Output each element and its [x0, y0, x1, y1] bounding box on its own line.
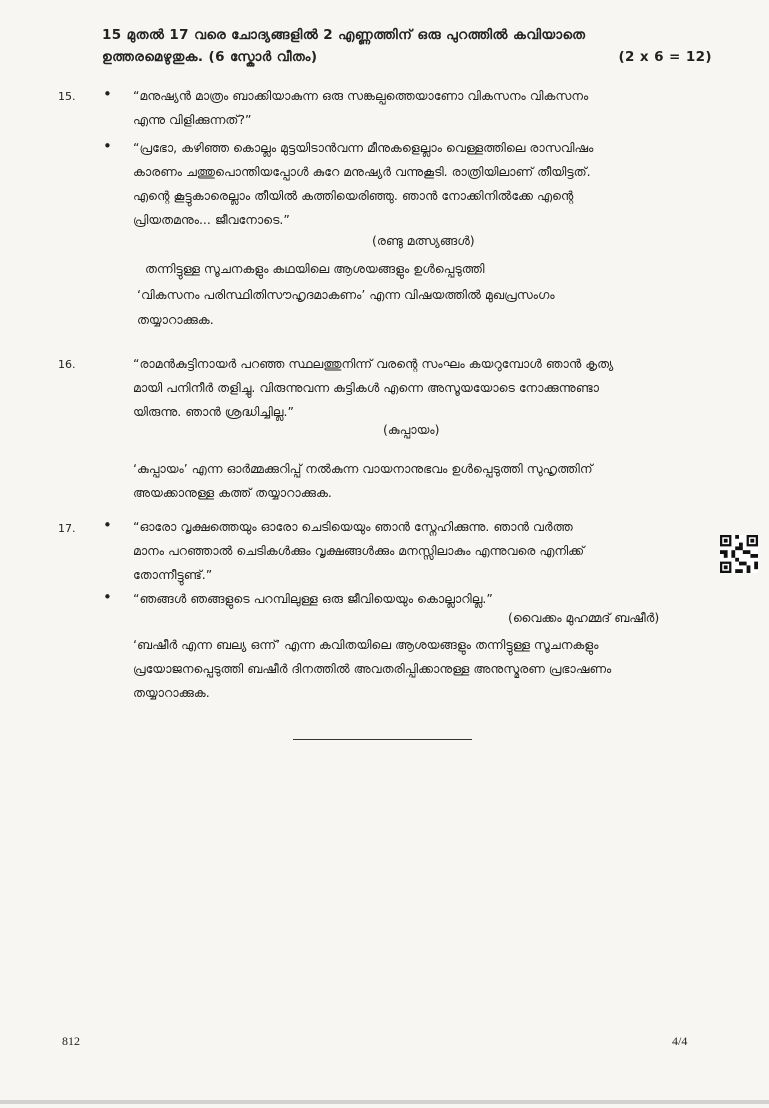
q16-task-line1: ‘കുപ്പായം’ എന്ന ഓർമ്മക്കുറിപ്പ് നൽകുന്ന വായനാനുഭവം ഉൾപ്പെടുത്തി സുഹൃത്തിന്: [133, 461, 593, 476]
q17-quote1-line3: തോന്നീട്ടുണ്ട്.”: [133, 567, 213, 582]
bullet-17-1: •: [103, 516, 112, 534]
qr-code-icon: [719, 535, 759, 573]
q15-quote2-line4: പ്രിയതമനും... ജീവനോടെ.”: [133, 212, 290, 227]
q16-quote-line2: മായി പനിനീർ തളിച്ചു. വിരുന്നുവന്ന കുട്ടികൾ എന്നെ അസൂയയോടെ നോക്കുന്നുണ്ടാ: [133, 380, 599, 395]
q16-task-line2: അയക്കാനുള്ള കത്ത് തയ്യാറാക്കുക.: [133, 485, 332, 500]
q15-task-line3: തയ്യാറാക്കുക.: [137, 312, 214, 327]
q15-source: (രണ്ടു മത്സ്യങ്ങൾ): [372, 233, 475, 248]
q17-task-line1: ‘ബഷീർ എന്ന ബല്യ ഒന്ന്’ എന്ന കവിതയിലെ ആശയങ്ങളും തന്നിട്ടുള്ള സൂചനകളും: [133, 637, 599, 652]
scan-edge: [0, 1100, 769, 1104]
q16-quote-line1: “രാമൻകുട്ടിനായർ പറഞ്ഞ സ്ഥലത്തുനിന്ന് വരന്റെ സംഘം കയറുമ്പോൾ ഞാൻ കൃത്യ: [133, 356, 614, 371]
question-number-17: 17.: [58, 522, 76, 535]
end-rule: [293, 739, 472, 740]
q15-quote2-line2: കാരണം ചത്തുപൊന്തിയപ്പോൾ കുറേ മനുഷ്യർ വന്നുകൂടി. രാത്രിയിലാണ് തീയിട്ടത്.: [133, 164, 591, 179]
paper-code: 812: [62, 1034, 80, 1048]
question-number-15: 15.: [58, 90, 76, 103]
q16-source: (കുപ്പായം): [383, 422, 440, 437]
q15-quote2-line3: എന്റെ കൂട്ടുകാരെല്ലാം തീയിൽ കത്തിയെരിഞ്ഞു. ഞാൻ നോക്കിനിൽക്കേ എന്റെ: [133, 188, 574, 203]
q16-quote-line3: യിരുന്നു. ഞാൻ ശ്രദ്ധിച്ചില്ല.”: [133, 404, 294, 419]
q17-quote1-line1: “ഓരോ വൃക്ഷത്തെയും ഓരോ ചെടിയെയും ഞാൻ സ്നേഹിക്കുന്നു. ഞാൻ വർത്ത: [133, 519, 573, 534]
q15-quote2-line1: “പ്രഭോ, കഴിഞ്ഞ കൊല്ലം മുട്ടയിടാൻവന്ന മീനുകളെല്ലാം വെള്ളത്തിലെ രാസവിഷം: [133, 140, 594, 155]
bullet-17-2: •: [103, 588, 112, 606]
bullet-15-1: •: [103, 85, 112, 103]
q17-quote2-line1: “ഞങ്ങൾ ഞങ്ങളുടെ പറമ്പിലുള്ള ഒരു ജീവിയെയും കൊല്ലാറില്ല.”: [133, 591, 493, 606]
bullet-15-2: •: [103, 137, 112, 155]
q17-quote1-line2: മാനം പറഞ്ഞാൽ ചെടികൾക്കും വൃക്ഷങ്ങൾക്കും മനസ്സിലാകും എന്നുവരെ എനിക്ക്: [133, 543, 585, 558]
instruction-line-1: 15 മുതൽ 17 വരെ ചോദ്യങ്ങളിൽ 2 എണ്ണത്തിന് ഒരു പുറത്തിൽ കവിയാതെ: [102, 27, 586, 43]
q15-quote1-line1: “മനുഷ്യൻ മാത്രം ബാക്കിയാകുന്ന ഒരു സങ്കല്പത്തെയാണോ വികസനം വികസനം: [133, 88, 589, 103]
q17-source: (വൈക്കം മുഹമ്മദ് ബഷീർ): [508, 610, 660, 625]
page-number: 4/4: [672, 1034, 688, 1048]
q15-task-line2: ‘വികസനം പരിസ്ഥിതിസൗഹൃദമാകണം’ എന്ന വിഷയത്തിൽ മുഖപ്രസംഗം: [137, 287, 555, 302]
score-total: (2 x 6 = 12): [618, 49, 712, 65]
q17-task-line2: പ്രയോജനപ്പെടുത്തി ബഷീർ ദിനത്തിൽ അവതരിപ്പിക്കാനുള്ള അനുസ്മരണ പ്രഭാഷണം: [133, 661, 612, 676]
q17-task-line3: തയ്യാറാക്കുക.: [133, 685, 210, 700]
instruction-line-2: ഉത്തരമെഴുതുക. (6 സ്കോർ വീതം): [102, 49, 318, 65]
q15-task-line1: തന്നിട്ടുള്ള സൂചനകളും കഥയിലെ ആശയങ്ങളും ഉൾപ്പെടുത്തി: [145, 261, 485, 276]
question-number-16: 16.: [58, 358, 76, 371]
q15-quote1-line2: എന്നു വിളിക്കുന്നത്?”: [133, 112, 252, 127]
